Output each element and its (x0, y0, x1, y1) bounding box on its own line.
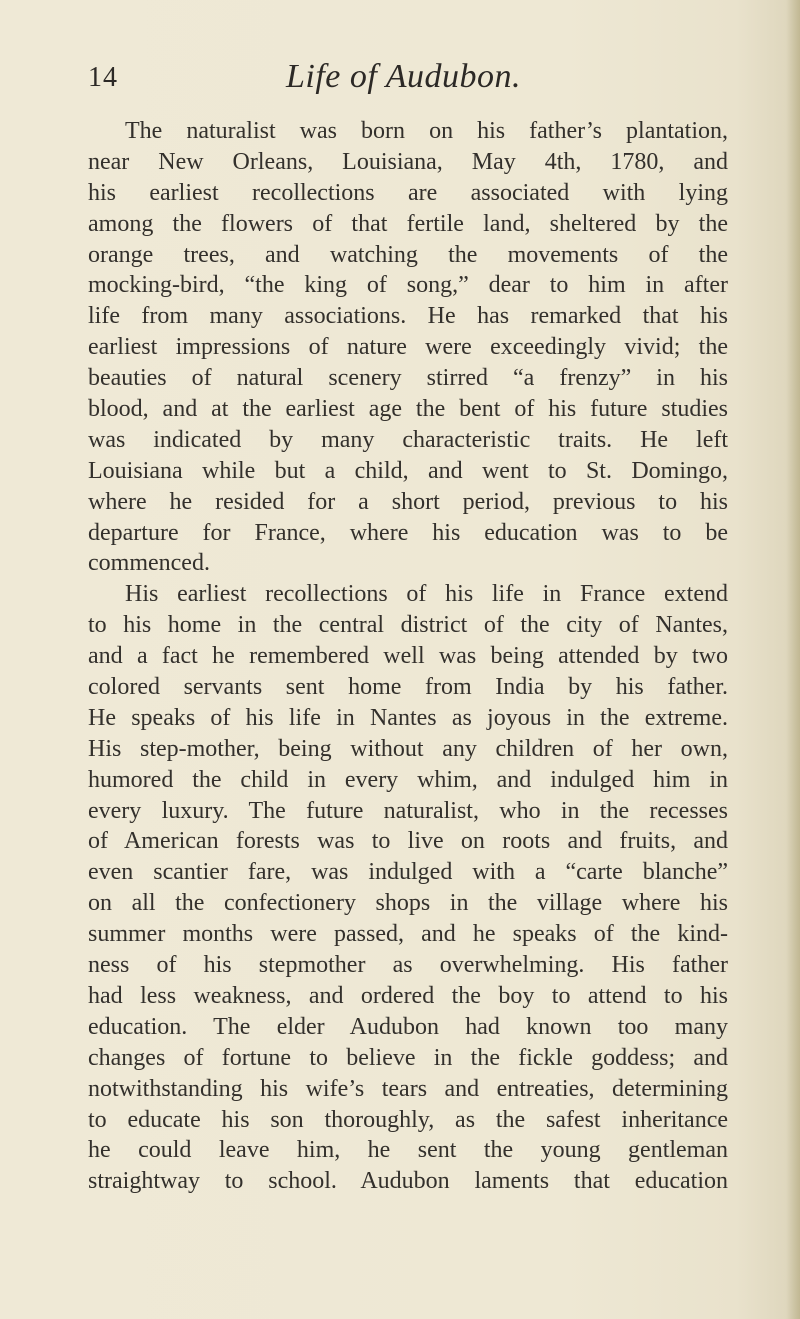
text-line: He speaks of his life in Nantes as joyous in the extreme. (88, 704, 728, 731)
text-line: he could leave him, he sent the young gentleman (88, 1137, 728, 1164)
text-line: ness of his stepmother as overwhelming. His father (88, 952, 728, 979)
text-line: summer months were passed, and he speaks of the kind- (88, 921, 728, 948)
running-title: Life of Audubon. (286, 58, 521, 95)
text-line: mocking-bird, “the king of song,” dear to him in after (88, 272, 728, 299)
text-line: of American forests was to live on roots and fruits, and (88, 828, 728, 855)
text-line: orange trees, and watching the movements of the (88, 241, 728, 268)
text-line: near New Orleans, Louisiana, May 4th, 1780, and (88, 148, 728, 175)
text-line: education. The elder Audubon had known too many (88, 1013, 728, 1040)
text-line: beauties of natural scenery stirred “a frenzy” in his (88, 365, 728, 392)
text-line: The naturalist was born on his father’s plantation, (125, 118, 728, 144)
page-number: 14 (88, 62, 118, 93)
text-line: life from many associations. He has remarked that his (88, 303, 728, 330)
text-line: changes of fortune to believe in the fickle goddess; and (88, 1044, 728, 1071)
page-header (88, 48, 728, 95)
text-line: blood, and at the earliest age the bent of his future studies (88, 396, 728, 423)
text-line: even scantier fare, was indulged with a “carte blanche” (88, 859, 728, 886)
text-line: commenced. (88, 550, 210, 577)
text-line: had less weakness, and ordered the boy to attend to his (88, 982, 728, 1009)
text-line: straightway to school. Audubon laments that education (88, 1168, 728, 1195)
text-line: on all the confectionery shops in the village where his (88, 890, 728, 917)
text-line: his earliest recollections are associated with lying (88, 179, 728, 206)
text-line: departure for France, where his education was to be (88, 519, 728, 546)
text-line: earliest impressions of nature were exceedingly vivid; the (88, 334, 728, 361)
text-line: among the flowers of that fertile land, sheltered by the (88, 210, 728, 237)
text-line: where he resided for a short period, previous to his (88, 488, 728, 515)
page-edge-shadow (786, 0, 800, 1319)
text-line: every luxury. The future naturalist, who in the recesses (88, 797, 728, 824)
text-line: was indicated by many characteristic traits. He left (88, 426, 728, 453)
text-line: to educate his son thoroughly, as the safest inheritance (88, 1106, 728, 1133)
text-line: His step-mother, being without any children of her own, (88, 735, 728, 762)
body-text (88, 116, 728, 1197)
text-line: humored the child in every whim, and indulged him in (88, 766, 728, 793)
text-line: colored servants sent home from India by his father. (88, 674, 728, 701)
text-line: Louisiana while but a child, and went to St. Domingo, (88, 457, 728, 484)
text-line: and a fact he remembered well was being attended by two (88, 643, 728, 670)
text-line: His earliest recollections of his life in France extend (125, 581, 728, 608)
text-line: notwithstanding his wife’s tears and entreaties, determining (88, 1075, 728, 1102)
text-line: to his home in the central district of the city of Nantes, (88, 612, 728, 639)
